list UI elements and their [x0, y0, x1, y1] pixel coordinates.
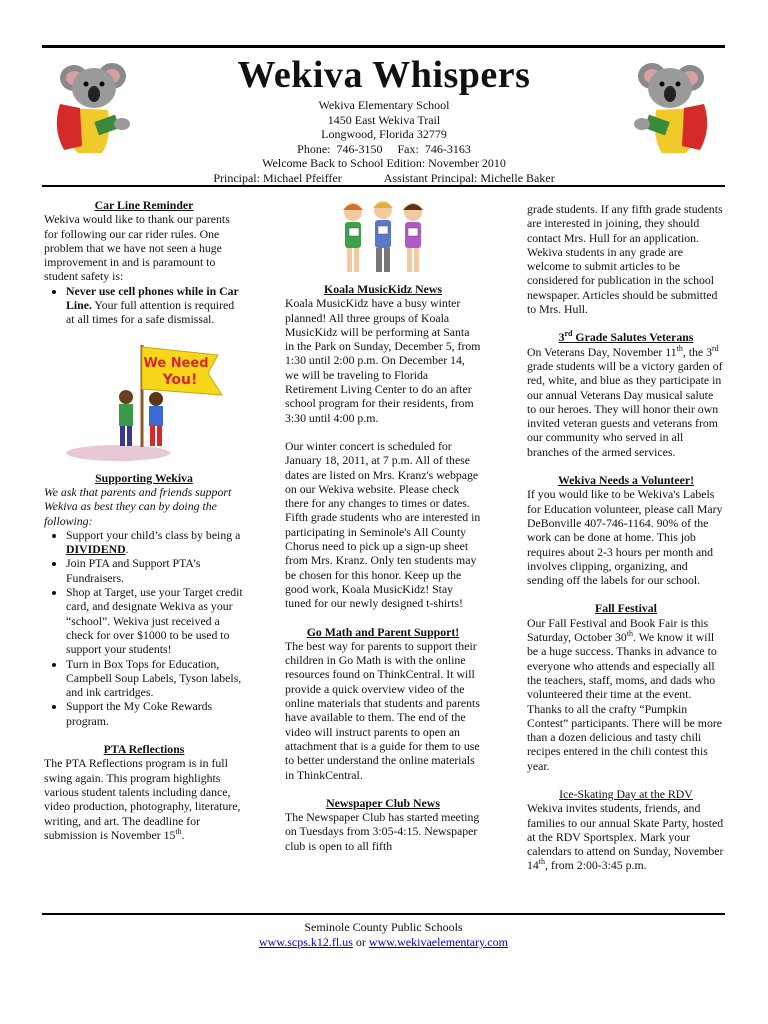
pta-heading: PTA Reflections: [103, 742, 185, 757]
gomath-heading: Go Math and Parent Support!: [306, 624, 460, 639]
footer-links: [42, 935, 725, 950]
phone-fax: Phone: 746-3150 Fax: 746-3163: [297, 141, 471, 156]
gomath-body: The best way for parents to support their children in Go Math is with the online resources found on ThinkCentral. It will provide a quick overview video of the online materials that students and parents have available to them. The end of the video will instruct parents to open an attachment that is a guide for them to use to better understand the online materials in ThinkCentral.: [285, 638, 480, 782]
musickidz-p1: Koala MusicKidz have a busy winter planned! All three groups of Koala MusicKidz will be performing at Santa in the Park on Sunday, December 5, from 1:30 until 2:00 p.m. On December 14, we will be traveling to Florida Retirement Living Center to do an after school program for their residents, from 3:30 until 4:00 p.m.: [285, 296, 481, 425]
sign-line-2: You!: [162, 371, 198, 388]
article-volunteer: [527, 473, 725, 587]
car-line-heading: Car Line Reminder: [94, 198, 194, 212]
article-musickidz: [285, 282, 481, 611]
car-line-bullet-bold: Never use cell phones while in Car Line.: [66, 283, 239, 313]
list-item: • Shop at Target, use your Target credit card, and designate Wekiva as your “school”. Wekiva just received a check for over $1000 to be used to support your students!: [66, 585, 244, 656]
veterans-body: [527, 345, 725, 459]
pta-body-text: The PTA Reflections program is in full swing again. This program highlights various student talents including dance, video production, photography, literature, writing, and art. The deadline for submission is November 15: [44, 756, 241, 842]
musickidz-p3: Fifth grade students who are interested in participating in Seminole's All County Chorus need to pick up a sign-up sheet from Mrs. Kranz. Only ten students may be chosen for this honor. Keep up the good work, Koala MusicKidz! Stay tuned for our newly designed t-shirts!: [285, 510, 481, 611]
article-car-line: [44, 198, 244, 327]
veterans-pre: On Veterans Day, November 11: [527, 344, 677, 359]
article-veterans: [527, 330, 725, 459]
school-address: 1450 East Wekiva Trail: [327, 112, 441, 127]
pta-body: [44, 756, 244, 842]
newsletter-title: Wekiva Whispers: [237, 54, 531, 96]
car-line-bullet-text: Your full attention is required at all times for a safe dismissal.: [66, 298, 235, 327]
skating-pre: Wekiva invites students, friends, and families to our annual Skate Party, hosted at the RDV Sportsplex. Mark your calendars to attend on Sunday, November 14: [527, 801, 724, 873]
supporting-item-1-end: .: [125, 542, 129, 557]
article-supporting-wekiva: [44, 471, 244, 728]
column-middle: [285, 198, 481, 853]
footer: [42, 920, 725, 950]
singing-kids-illustration: [335, 198, 431, 278]
veterans-mid: , the 3: [682, 344, 713, 359]
pta-sup: th: [175, 826, 182, 836]
article-go-math: [285, 625, 481, 782]
supporting-intro: We ask that parents and friends support Wekiva as best they can by doing the following:: [44, 484, 232, 528]
footer-rule: [42, 913, 725, 915]
veterans-heading-text: Grade Salutes Veterans: [572, 330, 694, 345]
masthead-rule: [42, 185, 725, 187]
district-name: Seminole County Public Schools: [304, 920, 463, 934]
list-item: • Support the My Coke Rewards program.: [66, 699, 244, 728]
edition-line: Welcome Back to School Edition: November 2010: [262, 156, 506, 170]
veterans-sup-2: rd: [712, 343, 719, 353]
masthead: [150, 52, 618, 185]
wekiva-link[interactable]: www.wekivaelementary.com: [368, 935, 508, 949]
volunteer-body: If you would like to be Wekiva's Labels for Education volunteer, please call Mary DeBonville 407-746-1164. 90% of the work can be done at home. This job requires about 2-3 hours per month and involves clipping, organizing, and sending off the labels for our school.: [527, 487, 723, 588]
we-need-you-illustration: [58, 337, 228, 463]
fall-body: [527, 616, 725, 773]
assistant-principal: Assistant Principal: Michelle Baker: [383, 170, 555, 185]
veterans-text: grade students will be a victory garden of red, white, and blue as they participate in our annual Veterans Day musical salute to our heroes. They will honor their own invited veteran guests and veterans from our community who served in all branches of the armed services.: [527, 358, 723, 459]
car-line-body: Wekiva would like to thank our parents for following our car rider rules. One problem that we have not seen a huge improvement in and is paramount to student safety is:: [44, 212, 230, 284]
car-line-list: [44, 284, 244, 327]
newspaper-continued: grade students. If any fifth grade students are interested in joining, they should contact Mrs. Hull for an application. Wekiva students in any grade are welcome to submit articles to be considered for publication in the school newspaper. Articles should be submitted to Mrs. Hull.: [527, 202, 723, 317]
list-item: [66, 284, 244, 327]
fall-text: . We know it will be a huge success. Thanks in advance to everyone who attends and especially all the teachers, staff, moms, and dads who volunteered their time at the event. Thanks to all the crafty “Pumpkin Contest” participants. There will be more than a dozen delicious and tasty chili recipes entered in the chili contest this year.: [527, 630, 723, 773]
list-item: • Join PTA and Support PTA’s Fundraisers.: [66, 556, 244, 585]
school-name: Wekiva Elementary School: [318, 98, 450, 112]
musickidz-heading: Koala MusicKidz News: [324, 282, 442, 296]
column-right: [527, 202, 725, 873]
article-pta-reflections: [44, 742, 244, 842]
list-item: [66, 528, 244, 557]
supporting-item-1-text: Support your child’s class by being a: [66, 527, 241, 542]
school-city: Longwood, Florida 32779: [321, 127, 447, 141]
koala-mascot-right-icon: [626, 58, 712, 158]
column-left: [44, 198, 244, 842]
article-newspaper: [285, 796, 481, 853]
newspaper-heading: Newspaper Club News: [326, 795, 440, 810]
skating-sup: th: [538, 857, 546, 867]
scps-link[interactable]: www.scps.k12.fl.us: [259, 935, 353, 949]
principal: Principal: Michael Pfeiffer: [213, 170, 342, 185]
article-fall-festival: [527, 601, 725, 773]
dividend-term: DIVIDEND: [66, 542, 126, 557]
veterans-heading: [527, 330, 725, 344]
list-item: • Turn in Box Tops for Education, Campbell Soup Labels, Tyson labels, and ink cartridges.: [66, 657, 244, 700]
fall-pre: Our Fall Festival and Book Fair is this Saturday, October 30: [527, 615, 709, 645]
veterans-heading-sup: rd: [564, 329, 573, 339]
skating-body: [527, 801, 725, 872]
fall-heading: Fall Festival: [595, 601, 657, 616]
volunteer-heading: Wekiva Needs a Volunteer!: [558, 473, 694, 488]
footer-or: or: [352, 935, 369, 949]
newspaper-body: The Newspaper Club has started meeting on Tuesdays from 3:05-4:15. Newspaper club is open to all fifth: [285, 810, 480, 853]
supporting-list: [44, 528, 244, 728]
top-rule: [42, 45, 725, 48]
veterans-heading-num: 3: [558, 330, 565, 345]
staff-line: [150, 171, 618, 186]
koala-mascot-left-icon: [52, 58, 138, 158]
fall-sup: th: [626, 629, 634, 639]
veterans-sup-1: th: [676, 343, 683, 353]
sign-line-1: We Need: [143, 355, 209, 371]
skating-heading: Ice-Skating Day at the RDV: [559, 786, 693, 801]
pta-end: .: [181, 827, 185, 842]
article-ice-skating: [527, 787, 725, 873]
skating-post: , from 2:00-3:45 p.m.: [545, 858, 647, 873]
supporting-heading: Supporting Wekiva: [95, 470, 193, 485]
musickidz-p2: Our winter concert is scheduled for January 18, 2011, at 7 p.m. All of these dates are listed on Mrs. Kranz's webpage on our Wekiva website. Please check there for any changes to times or dates.: [285, 438, 479, 511]
